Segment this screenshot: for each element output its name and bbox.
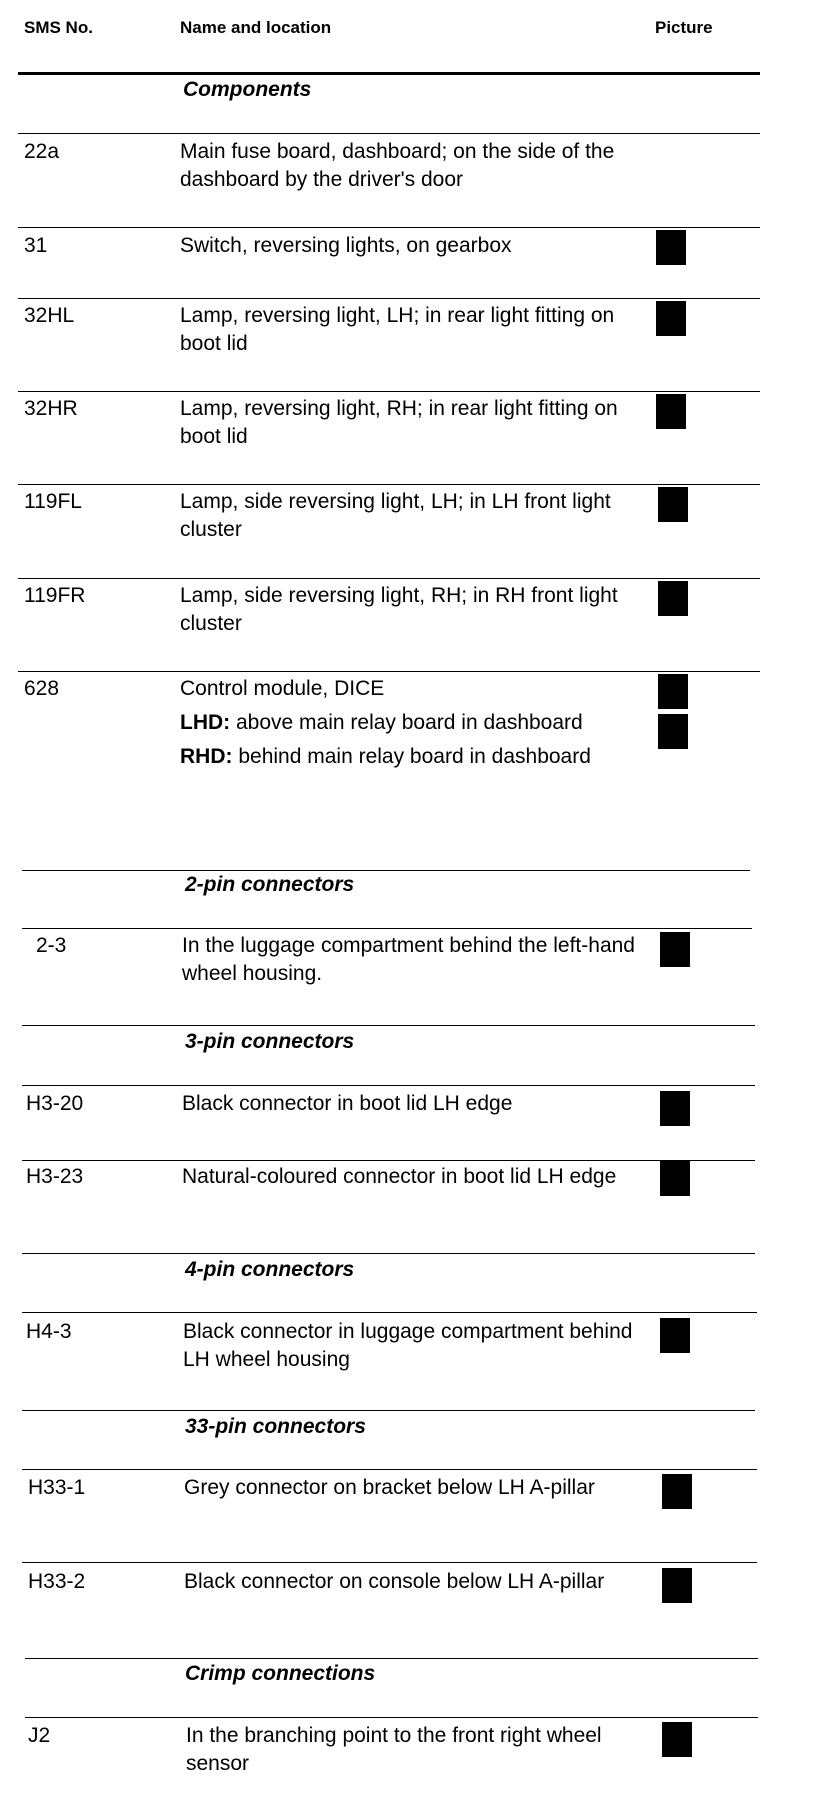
sms-number: H33-1 [28,1476,86,1499]
row-divider [18,578,760,579]
name-location [180,582,650,638]
section-divider [25,1658,758,1659]
name-location [180,138,650,194]
row-divider [18,671,760,672]
description-text: In the branching point to the front right wheel sensor [186,1724,602,1775]
section-title: Components [183,78,312,101]
description-text: Grey connector on bracket below LH A-pillar [184,1476,595,1499]
name-location [182,1163,652,1191]
description-text: Control module, DICE [180,677,385,700]
picture-icon[interactable] [656,301,686,336]
sms-number: J2 [28,1724,51,1747]
description-text: Black connector in luggage compartment behind LH wheel housing [183,1320,633,1371]
row-divider [22,1312,757,1313]
description-text: Lamp, side reversing light, LH; in LH front light cluster [180,490,611,541]
section-divider [22,1253,755,1254]
note-label: LHD: [180,711,231,734]
sms-number: 32HL [24,304,75,327]
sms-number: H3-23 [26,1165,84,1188]
sms-number: 31 [24,234,48,257]
picture-icon[interactable] [658,581,688,616]
column-header-sms-no: SMS No. [24,18,93,37]
sms-number: H4-3 [26,1320,72,1343]
section-title: Crimp connections [185,1662,376,1685]
picture-icon[interactable] [658,714,688,749]
picture-icon[interactable] [662,1474,692,1509]
picture-icon[interactable] [660,1318,690,1353]
section-divider [18,72,760,75]
sms-number: 119FR [24,584,86,607]
sms-number: 628 [24,677,60,700]
picture-icon[interactable] [660,1091,690,1126]
note-text: behind main relay board in dashboard [232,745,591,768]
row-divider [22,928,752,929]
section-title: 4-pin connectors [185,1258,355,1281]
description-text: Lamp, reversing light, LH; in rear light fitting on boot lid [180,304,615,355]
picture-icon[interactable] [656,230,686,265]
sms-number: 22a [24,140,60,163]
row-divider [18,298,760,299]
description-text: Black connector in boot lid LH edge [182,1092,513,1115]
section-title: 2-pin connectors [185,873,355,896]
name-location [180,395,650,451]
picture-icon[interactable] [656,394,686,429]
picture-icon[interactable] [662,1568,692,1603]
row-divider [18,227,760,228]
section-divider [22,1410,755,1411]
column-header-picture: Picture [655,18,713,37]
sms-number: H33-2 [28,1570,86,1593]
name-location [182,1090,652,1118]
section-divider [22,870,750,871]
name-location [180,675,650,771]
row-divider [22,1160,755,1161]
row-divider [22,1562,757,1563]
description-text: Switch, reversing lights, on gearbox [180,234,512,257]
hand-drive-note [180,709,650,737]
row-divider [22,1085,755,1086]
description-text: Lamp, reversing light, RH; in rear light fitting on boot lid [180,397,618,448]
row-divider [22,1469,757,1470]
sms-number: 2-3 [36,934,67,957]
description-text: Natural-coloured connector in boot lid LH edge [182,1165,617,1188]
row-divider [18,484,760,485]
description-text: In the luggage compartment behind the left-hand wheel housing. [182,934,635,985]
sms-number: 32HR [24,397,78,420]
section-divider [22,1025,755,1026]
picture-icon[interactable] [658,487,688,522]
note-label: RHD: [180,745,233,768]
name-location [180,302,650,358]
row-divider [18,133,760,134]
section-title: 3-pin connectors [185,1030,355,1053]
picture-icon[interactable] [662,1722,692,1757]
picture-icon[interactable] [660,932,690,967]
description-text: Lamp, side reversing light, RH; in RH front light cluster [180,584,618,635]
picture-icon[interactable] [658,674,688,709]
sms-number: H3-20 [26,1092,84,1115]
hand-drive-note [180,743,650,771]
section-title: 33-pin connectors [185,1415,366,1438]
name-location [180,488,650,544]
row-divider [18,391,760,392]
name-location [186,1722,656,1778]
picture-icon[interactable] [660,1161,690,1196]
name-location [184,1474,654,1502]
name-location [182,932,652,988]
column-header-name-location: Name and location [180,18,332,37]
row-divider [25,1717,758,1718]
sms-number: 119FL [24,490,82,513]
name-location [180,232,650,260]
note-text: above main relay board in dashboard [230,711,583,734]
description-text: Black connector on console below LH A-pillar [184,1570,605,1593]
description-text: Main fuse board, dashboard; on the side of the dashboard by the driver's door [180,140,615,191]
name-location [184,1568,654,1596]
name-location [183,1318,653,1374]
